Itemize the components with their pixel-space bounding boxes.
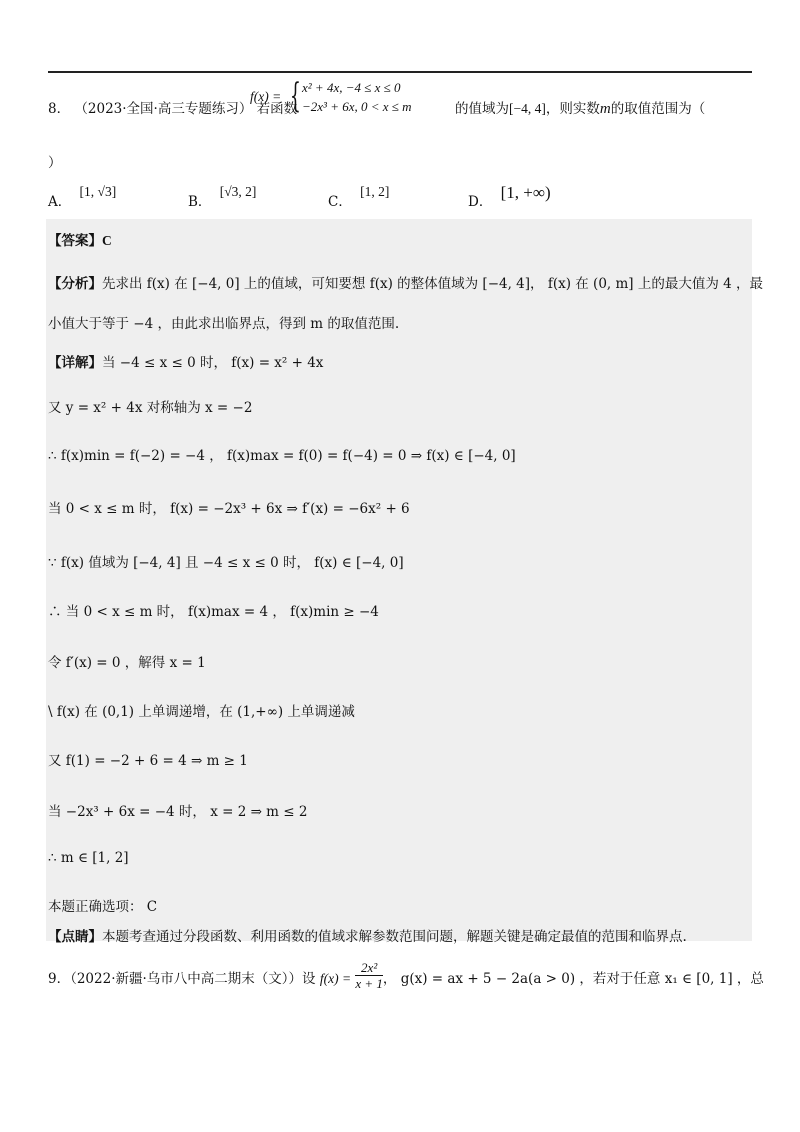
q8-range: [−4, 4] bbox=[509, 101, 546, 116]
option-c bbox=[328, 184, 390, 210]
q8-case2: −2x³ + 6x, 0 < x ≤ m bbox=[302, 99, 412, 114]
q8-stem-rest bbox=[455, 97, 705, 118]
analysis-text-1: 先求出 f(x) 在 [−4, 0] 上的值域，可知要想 f(x) 的整体值域为 [−4, 4]， f(x) 在 (0, m] 上的最大值为 4 ，最 bbox=[102, 276, 764, 292]
comment-tag: 【点睛】 bbox=[48, 929, 102, 945]
detail-line-9: 又 f(1) = −2 + 6 = 4 ⇒ m ≥ 1 bbox=[48, 753, 248, 769]
option-b bbox=[188, 184, 257, 210]
detail-line-4: 当 0 < x ≤ m 时， f(x) = −2x³ + 6x ⇒ f′(x) = −6x² + 6 bbox=[48, 501, 410, 517]
detail-line-8: \ f(x) 在 (0,1) 上单调递增，在 (1,+∞) 上单调递减 bbox=[48, 704, 355, 720]
header-rule bbox=[48, 71, 752, 73]
q9-frac-den: x + 1 bbox=[355, 976, 383, 991]
detail-line-10: 当 −2x³ + 6x = −4 时， x = 2 ⇒ m ≤ 2 bbox=[48, 804, 308, 820]
option-b-label: B． bbox=[188, 194, 212, 210]
analysis-tag: 【分析】 bbox=[48, 276, 102, 292]
q9-source: （2022·新疆·乌市八中高二期末（文）） bbox=[70, 971, 303, 987]
q8-case1: x² + 4x, −4 ≤ x ≤ 0 bbox=[302, 80, 401, 95]
q8-number: 8． bbox=[48, 101, 71, 117]
comment-line bbox=[48, 925, 687, 945]
option-d-value: [1, +∞) bbox=[500, 183, 551, 202]
q9-f-lhs: f(x) = bbox=[319, 971, 352, 986]
option-a bbox=[48, 184, 117, 210]
option-c-label: C． bbox=[328, 194, 352, 210]
q9-g-def: ， g(x) = ax + 5 − 2a(a > 0) ，若对于任意 x₁ ∈ [0, 1] ，总 bbox=[382, 971, 764, 987]
q8-brace: { bbox=[290, 76, 301, 116]
detail-tag: 【详解】 bbox=[48, 355, 102, 371]
q9-stem-prefix: 设 bbox=[302, 971, 316, 987]
detail-line-5: ∵ f(x) 值域为 [−4, 4] 且 −4 ≤ x ≤ 0 时， f(x) ∈ [−4, 0] bbox=[48, 555, 404, 571]
q8-func-lhs: f(x) = bbox=[250, 89, 282, 104]
option-d-label: D． bbox=[468, 194, 493, 210]
detail-line-1 bbox=[48, 351, 323, 371]
detail-line-11: ∴ m ∈ [1, 2] bbox=[48, 850, 129, 866]
answer-line bbox=[48, 229, 112, 249]
comment-text: 本题考查通过分段函数、利用函数的值域求解参数范围问题，解题关键是确定最值的范围和临界点. bbox=[102, 929, 687, 945]
option-c-value: [1, 2] bbox=[360, 184, 390, 199]
analysis-line2: 小值大于等于 −4 ，由此求出临界点，得到 m 的取值范围. bbox=[48, 316, 400, 332]
q8-paren-close: ） bbox=[48, 155, 62, 171]
option-d bbox=[468, 183, 551, 211]
q8-stem-mid2: ，则实数 bbox=[545, 101, 600, 117]
detail-line-2: 又 y = x² + 4x 对称轴为 x = −2 bbox=[48, 400, 253, 416]
option-a-label: A． bbox=[48, 194, 72, 210]
detail-text-1: 当 −4 ≤ x ≤ 0 时， f(x) = x² + 4x bbox=[102, 355, 324, 371]
detail-line-6: ∴ 当 0 < x ≤ m 时， f(x)max = 4 ， f(x)min ≥ −4 bbox=[48, 604, 379, 620]
detail-line-7: 令 f′(x) = 0 ，解得 x = 1 bbox=[48, 655, 206, 671]
q8-stem-prefix: 若函数 bbox=[256, 101, 298, 117]
q8-source: （2023·全国·高三专题练习） bbox=[74, 101, 253, 117]
option-a-value: [1, √3] bbox=[79, 184, 117, 199]
option-b-value: [√3, 2] bbox=[219, 184, 257, 199]
answer-value: C bbox=[102, 233, 112, 248]
q8-stem-end: 的取值范围为（ bbox=[610, 101, 706, 117]
q9-stem bbox=[48, 960, 764, 995]
analysis-line1 bbox=[48, 272, 763, 292]
q8-stem-mid: 的值域为 bbox=[455, 101, 509, 117]
detail-line-12: 本题正确选项： C bbox=[48, 899, 158, 915]
q9-frac-num: 2x² bbox=[355, 960, 383, 976]
q8-var-m: m bbox=[599, 101, 611, 117]
q9-fraction bbox=[355, 960, 383, 991]
q9-number: 9． bbox=[48, 971, 71, 987]
answer-tag: 【答案】 bbox=[48, 233, 102, 249]
detail-line-3: ∴ f(x)min = f(−2) = −4 ， f(x)max = f(0) = f(−4) = 0 ⇒ f(x) ∈ [−4, 0] bbox=[48, 448, 516, 464]
